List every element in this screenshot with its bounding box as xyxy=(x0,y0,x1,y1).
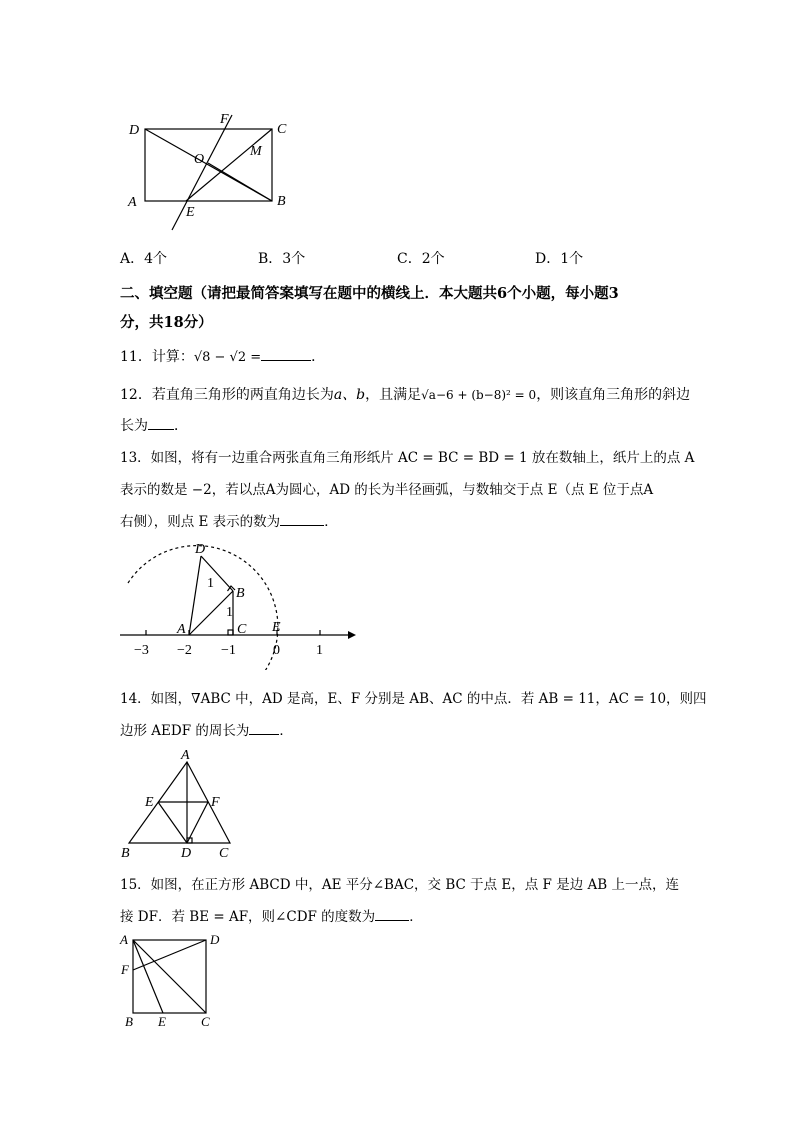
q12-text-c: ，且满足 xyxy=(365,387,422,403)
label-B: B xyxy=(277,194,286,209)
label-E: E xyxy=(145,795,154,810)
number-line-figure xyxy=(115,540,365,670)
option-c: C．2个 xyxy=(397,251,445,267)
label-E: E xyxy=(186,205,195,220)
label-C: C xyxy=(219,846,229,860)
label-one-upper: 1 xyxy=(207,576,214,591)
question-15-cont xyxy=(120,905,423,925)
q12-text-d: ，则该直角三角形的斜边 xyxy=(536,387,691,403)
label-D: D xyxy=(181,846,192,860)
q12-answer-blank xyxy=(148,417,174,430)
label-A: A xyxy=(120,932,128,947)
question-13-cont2 xyxy=(120,510,338,530)
label-E: E xyxy=(272,620,281,635)
question-11 xyxy=(120,346,325,366)
q14-answer-blank xyxy=(249,722,279,735)
q12-line2: 长为 xyxy=(120,418,148,434)
q12-vars: a、b xyxy=(333,387,366,403)
q13-answer-blank xyxy=(280,513,324,526)
label-D: D xyxy=(195,542,206,557)
triangle-figure xyxy=(115,745,245,860)
option-b: B．3个 xyxy=(258,251,306,267)
tick-label: −1 xyxy=(221,643,236,658)
label-A: A xyxy=(128,195,137,210)
q13-end: ． xyxy=(324,514,338,530)
label-B: B xyxy=(121,846,130,860)
question-12 xyxy=(120,384,690,404)
tick-label: 0 xyxy=(273,643,280,658)
q11-prefix: 11．计算： xyxy=(120,349,194,365)
question-13-cont: 表示的数是 −2，若以点A为圆心，AD 的长为半径画弧，与数轴交于点 E（点 E 位于点A xyxy=(120,482,654,498)
q15-end: ． xyxy=(409,909,423,925)
label-C: C xyxy=(201,1014,210,1029)
label-F: F xyxy=(220,112,229,127)
q13-line3: 右侧），则点 E 表示的数为 xyxy=(120,514,281,530)
option-a: A．4个 xyxy=(120,251,168,267)
label-A: A xyxy=(177,622,186,637)
label-C: C xyxy=(277,122,287,137)
label-D: D xyxy=(129,123,140,138)
label-O: O xyxy=(194,152,205,167)
question-13: 13．如图，将有一边重合两张直角三角形纸片 AC = BC = BD = 1 放在数轴上，纸片上的点 A xyxy=(120,450,695,466)
q14-end: ． xyxy=(279,723,293,739)
tick-label: −3 xyxy=(134,643,149,658)
rectangle-figure xyxy=(120,105,300,240)
question-14: 14．如图，∇ABC 中，AD 是高，E、F 分别是 AB、AC 的中点．若 AB = 11，AC = 10，则四 xyxy=(120,691,707,707)
label-E: E xyxy=(158,1014,166,1029)
label-F: F xyxy=(121,962,129,977)
q14-line2: 边形 AEDF 的周长为 xyxy=(120,723,250,739)
section-heading: 二、填空题（请把最简答案填写在题中的横线上．本大题共6个小题，每小题3 xyxy=(120,285,619,302)
q11-expr: √8 − √2 = xyxy=(193,350,262,365)
label-M: M xyxy=(250,144,262,159)
question-15: 15．如图，在正方形 ABCD 中，AE 平分∠BAC，交 BC 于点 E，点 F 是边 AB 上一点，连 xyxy=(120,877,679,893)
square-figure xyxy=(115,928,225,1033)
section-heading-cont: 分，共18分） xyxy=(120,314,213,331)
question-14-cont xyxy=(120,719,293,739)
q11-answer-blank xyxy=(261,348,311,361)
q15-line2: 接 DF．若 BE = AF，则∠CDF 的度数为 xyxy=(120,909,376,925)
q12-text-a: 12．若直角三角形的两直角边长为 xyxy=(120,387,334,403)
label-B: B xyxy=(236,586,245,601)
label-one-lower: 1 xyxy=(226,605,233,620)
q12-end: ． xyxy=(174,418,188,434)
label-D: D xyxy=(210,932,220,947)
question-12-cont xyxy=(120,415,188,435)
q12-expr: √a−6 + (b−8)² = 0 xyxy=(421,388,537,402)
label-B: B xyxy=(125,1014,133,1029)
tick-label: −2 xyxy=(177,643,192,658)
label-F: F xyxy=(211,795,220,810)
option-d: D．1个 xyxy=(535,251,584,267)
q15-answer-blank xyxy=(375,908,409,921)
label-A: A xyxy=(181,748,190,763)
tick-label: 1 xyxy=(316,643,323,658)
q11-end: ． xyxy=(311,349,326,365)
label-C: C xyxy=(237,622,247,637)
